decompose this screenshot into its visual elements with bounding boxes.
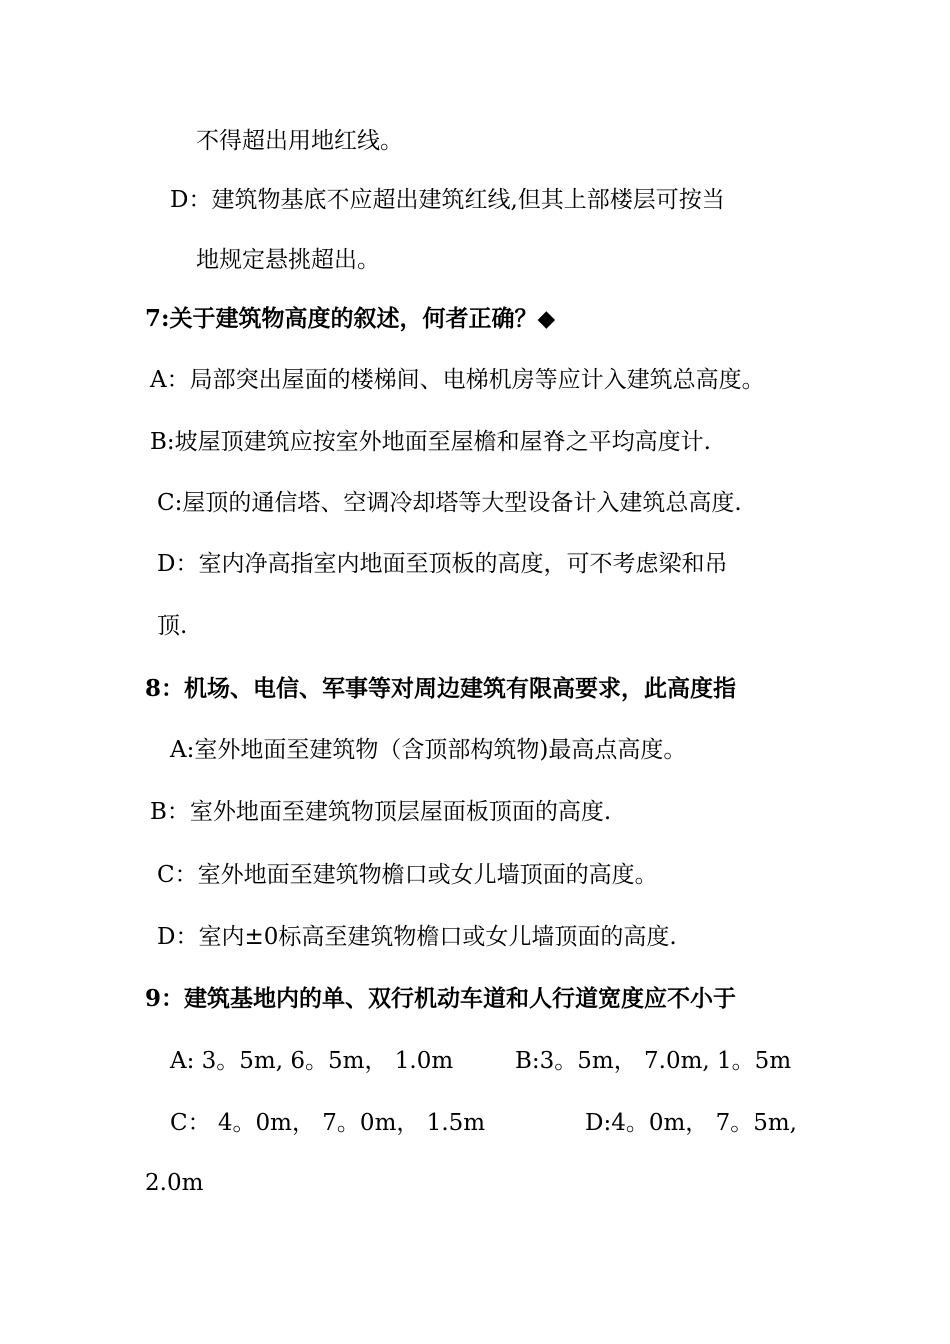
question-7-option-d-line-1: D：室内净高指室内地面至顶板的高度，可不考虑梁和吊 (157, 551, 728, 577)
continued-option-d-line-2: 地规定悬挑超出。 (196, 247, 380, 273)
question-8-option-a: A:室外地面至建筑物（含顶部构筑物)最高点高度。 (170, 737, 687, 763)
question-7-option-a: A：局部突出屋面的楼梯间、电梯机房等应计入建筑总高度。 (150, 367, 765, 393)
continued-option-c-line: 不得超出用地红线。 (196, 128, 403, 154)
question-9-option-b: B:3。5m， 7.0m, 1。5m (515, 1048, 792, 1074)
question-9-stem: 9：建筑基地内的单、双行机动车道和人行道宽度应不小于 (145, 985, 737, 1012)
question-7-option-b: B:坡屋顶建筑应按室外地面至屋檐和屋脊之平均高度计. (150, 429, 711, 455)
question-7-option-d-line-2: 顶. (157, 613, 188, 639)
question-8-option-c: C：室外地面至建筑物檐口或女儿墙顶面的高度。 (157, 862, 658, 888)
question-8-option-d: D：室内±0标高至建筑物檐口或女儿墙顶面的高度. (157, 924, 677, 950)
question-8-stem: 8：机场、电信、军事等对周边建筑有限高要求，此高度指 (145, 675, 737, 702)
question-9-option-a: A: 3。5m, 6。5m， 1.0m (170, 1048, 454, 1074)
question-8-option-b: B：室外地面至建筑物顶层屋面板顶面的高度. (150, 799, 612, 825)
question-9-option-d-wrap: 2.0m (145, 1170, 204, 1196)
question-9-option-c: C： 4。0m， 7。0m， 1.5m (170, 1110, 486, 1136)
question-7-option-c: C:屋顶的通信塔、空调冷却塔等大型设备计入建筑总高度. (157, 490, 742, 516)
question-9-option-d: D:4。0m， 7。5m, (585, 1110, 797, 1136)
continued-option-d-line-1: D：建筑物基底不应超出建筑红线,但其上部楼层可按当 (170, 187, 725, 213)
question-7-stem: 7:关于建筑物高度的叙述，何者正确？◆ (145, 305, 556, 332)
